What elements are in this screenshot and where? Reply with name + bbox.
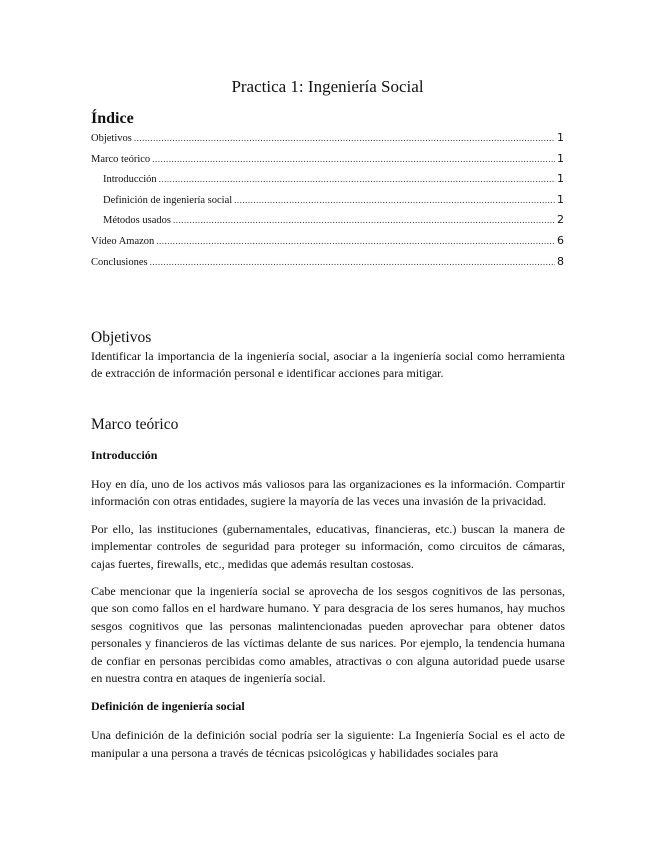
toc-entry-page: 1 [557,172,564,186]
toc-entry-page: 2 [557,213,564,227]
paragraph: Cabe mencionar que la ingeniería social se aprovecha de los sesgos cognitivos de las personas, que son como fallos en el hardware humano. Y para desgracia de los seres humanos, hay muchos sesgos cognitivos que las personas malintencionadas pueden aprovechar para obtener datos personales y financieros de las víctimas delante de sus narices. Por ejemplo, la tendencia humana de confiar en personas percibidas como amables, atractivas o con alguna autoridad puede usarse en nuestra contra en ataques de ingeniería social. [91,584,565,686]
toc-entry-marco-teorico[interactable] [91,149,564,170]
toc-entry-label: Objetivos [91,133,132,144]
paragraph: Una definición de la definición social podría ser la siguiente: La Ingeniería Social es el acto de manipular a una persona a través de técnicas psicológicas y habilidades sociales para [91,728,565,760]
section-objetivos [91,328,565,383]
toc-entry-label: Vídeo Amazon [91,235,155,247]
section-heading: Marco teórico [91,416,179,433]
toc-entry-page: 1 [557,131,564,144]
table-of-contents [91,128,564,272]
toc-leader-dots [159,169,555,190]
subsection-heading-introduccion: Introducción [91,448,158,462]
toc-leader-dots [134,128,555,149]
toc-entry-conclusiones[interactable] [91,252,564,273]
toc-entry-metodos-usados[interactable] [91,210,564,231]
toc-entry-page: 1 [557,151,564,165]
paragraph: Por ello, las instituciones (gubernamentales, educativas, financieras, etc.) buscan la manera de implementar controles de seguridad para proteger su información, como circuitos de cámaras, cajas fuertes, firewalls, etc., medidas que además resultan costosas. [91,521,565,571]
toc-leader-dots [150,252,555,273]
toc-leader-dots [152,149,555,170]
document-title: Practica 1: Ingeniería Social [231,77,424,96]
toc-leader-dots [234,190,555,211]
toc-heading: Índice [91,110,134,127]
toc-entry-video-amazon[interactable] [91,231,564,252]
toc-entry-introduccion[interactable] [91,169,564,190]
toc-entry-label: Marco teórico [91,153,151,165]
toc-entry-page: 6 [557,233,564,247]
section-marco-teorico [91,415,565,762]
toc-entry-page: 8 [557,254,564,268]
subsection-heading-definicion: Definición de ingeniería social [91,699,245,714]
toc-entry-label: Métodos usados [103,215,171,227]
toc-leader-dots [173,210,555,231]
toc-entry-page: 1 [557,192,564,206]
toc-entry-label: Conclusiones [91,256,148,268]
toc-entry-label: Definición de ingeniería social [103,194,233,206]
paragraph: Identificar la importancia de la ingeniería social, asociar a la ingeniería social como herramienta de extracción de información personal e identificar acciones para mitigar. [91,349,565,381]
toc-leader-dots [156,231,555,252]
toc-entry-label: Introducción [103,174,157,186]
paragraph: Hoy en día, uno de los activos más valiosos para las organizaciones es la información. Compartir información con otras entidades, sugiere la mayoría de las veces una invasión de la privacidad. [91,477,565,509]
toc-entry-objetivos[interactable] [91,128,564,149]
section-heading: Objetivos [91,329,152,346]
toc-entry-definicion[interactable] [91,190,564,211]
